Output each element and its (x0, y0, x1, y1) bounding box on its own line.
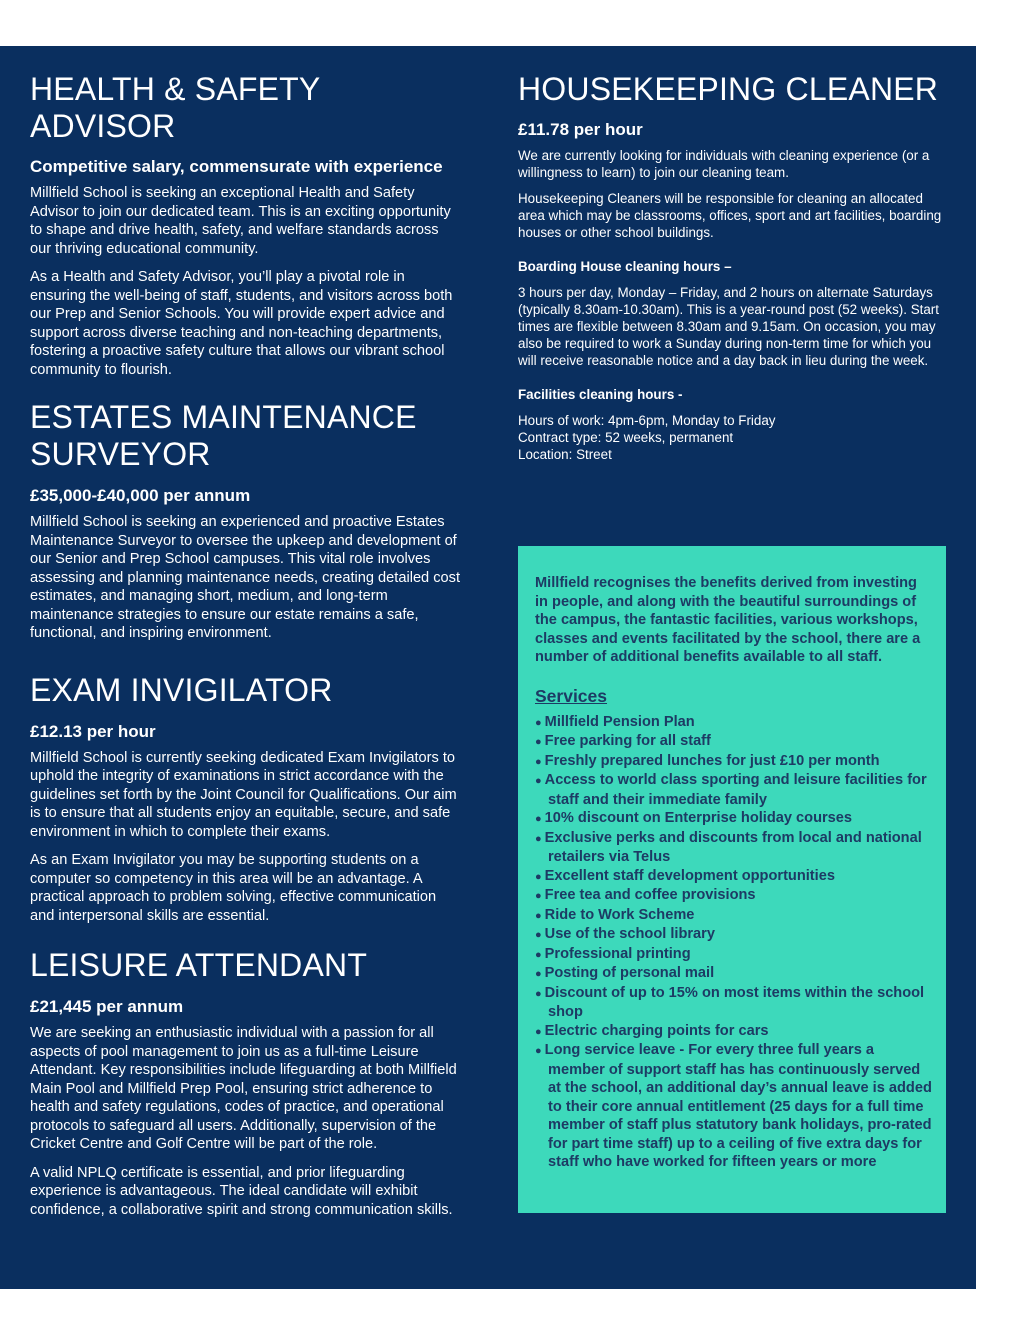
job-description: Housekeeping Cleaners will be responsible for cleaning an allocated area which may be classrooms, offices, sport and art facilities, boarding houses or other school buildings. (518, 191, 942, 240)
service-item: ● Free parking for all staff (535, 732, 932, 752)
job-description: We are currently looking for individuals with cleaning experience (or a willingness to learn) to join our cleaning team. (518, 148, 930, 180)
job-salary: £12.13 per hour (30, 721, 156, 741)
job-housekeeping-cleaner (518, 71, 948, 463)
job-title: ESTATES MAINTENANCE SURVEYOR (30, 399, 417, 472)
service-item: ● Free tea and coffee provisions (535, 886, 932, 906)
services-list (535, 713, 932, 1172)
right-column (518, 46, 948, 463)
service-item: ● Posting of personal mail (535, 964, 932, 984)
service-item: ● Freshly prepared lunches for just £10 per month (535, 752, 932, 772)
facilities-detail-line: Hours of work: 4pm-6pm, Monday to Friday (518, 413, 776, 428)
facilities-detail-line: Location: Street (518, 447, 612, 462)
service-item: ● Use of the school library (535, 925, 932, 945)
service-item: ● Electric charging points for cars (535, 1022, 932, 1042)
service-item: ● Ride to Work Scheme (535, 906, 932, 926)
job-description: Millfield School is seeking an experienced and proactive Estates Maintenance Surveyor to oversee the upkeep and development of our Senior and Prep School campuses. This vital role involves assessing and planning maintenance needs, creating detailed cost estimates, and managing short, medium, and long-term maintenance strategies to ensure our estate remains a safe, functional, and inspiring environment. (30, 514, 460, 641)
job-title: HOUSEKEEPING CLEANER (518, 71, 939, 107)
job-description: As a Health and Safety Advisor, you’ll play a pivotal role in ensuring the well-being of staff, students, and visitors across both our Prep and Senior Schools. You will provide expert advice and support across diverse teaching and non-teaching departments, fostering a proactive safety culture that allows our vibrant school community to flourish. (30, 269, 453, 378)
facilities-details (518, 412, 948, 463)
job-salary: £21,445 per annum (30, 997, 184, 1016)
boarding-hours-text: 3 hours per day, Monday – Friday, and 2 hours on alternate Saturdays (typically 8.30am-10.30am). This is a year-round post (52 weeks). Start times are flexible between 8.30am and 9.15am. On occasion, you may also be required to work a Sunday during non-term time for which you will receive reasonable notice and a day back in lieu during the week. (518, 285, 939, 368)
job-description: Millfield School is currently seeking dedicated Exam Invigilators to uphold the integrity of examinations in strict accordance with the guidelines set forth by the Joint Council for Qualifications. Our aim is to ensure that all students enjoy an equitable, secure, and safe environment in which to complete their exams. (30, 749, 457, 840)
job-title: EXAM INVIGILATOR (30, 671, 333, 708)
job-title: HEALTH & SAFETY ADVISOR (30, 71, 320, 144)
service-item: ● Excellent staff development opportunities (535, 867, 932, 887)
job-description: A valid NPLQ certificate is essential, and prior lifeguarding experience is advantageous. The ideal candidate will exhibit confidence, a collaborative spirit and strong communication skills. (30, 1164, 453, 1218)
service-item: ● 10% discount on Enterprise holiday courses (535, 809, 932, 829)
service-item: ● Exclusive perks and discounts from local and national retailers via Telus (535, 829, 932, 867)
job-leisure-attendant (30, 947, 460, 1219)
job-health-safety (30, 71, 460, 379)
service-item: ● Professional printing (535, 945, 932, 965)
services-heading: Services (535, 685, 608, 706)
job-description: Millfield School is seeking an exceptional Health and Safety Advisor to join our dedicated team. This is an exciting opportunity to shape and drive health, safety, and welfare standards across our thriving educational community. (30, 185, 451, 257)
benefits-intro: Millfield recognises the benefits derived from investing in people, and along with the beautiful surroundings of the campus, the fantastic facilities, various workshops, classes and events facilitated by the school, there are a number of additional benefits available to all staff. (535, 575, 921, 665)
service-item: ● Access to world class sporting and leisure facilities for staff and their immediate family (535, 771, 932, 809)
facilities-detail-line: Contract type: 52 weeks, permanent (518, 430, 734, 445)
job-estates-surveyor (30, 399, 460, 643)
service-item: ● Discount of up to 15% on most items within the school shop (535, 984, 932, 1022)
facilities-hours-heading: Facilities cleaning hours - (518, 387, 683, 402)
job-salary: Competitive salary, commensurate with experience (30, 157, 443, 176)
staff-benefits-box (518, 546, 946, 1213)
job-description: We are seeking an enthusiastic individual with a passion for all aspects of pool management to join us as a full-time Leisure Attendant. Key responsibilities include lifeguarding at both Millfield Main Pool and Millfield Prep Pool, ensuring strict adherence to health and safety regulations, codes of practice, and operational protocols to safeguard all users. Additionally, supervision of the Cricket Centre and Golf Centre will be part of the role. (30, 1025, 457, 1152)
boarding-hours-heading: Boarding House cleaning hours – (518, 259, 732, 274)
left-column (30, 46, 460, 1219)
job-description: As an Exam Invigilator you may be supporting students on a computer so competency in this area will be an advantage. A practical approach to problem solving, effective communication and interpersonal skills are essential. (30, 852, 437, 924)
service-item: ● Millfield Pension Plan (535, 713, 932, 733)
job-salary: £11.78 per hour (518, 120, 643, 139)
job-salary: £35,000-£40,000 per annum (30, 486, 251, 505)
job-title: LEISURE ATTENDANT (30, 947, 368, 983)
service-item: ● Long service leave - For every three full years a member of support staff has has continuously served at the school, an additional day’s annual leave is added to their core annual entitlement (25 days for a full time member of staff plus statutory bank holidays, pro-rated for part time staff) up to a ceiling of five extra days for staff who have worked for fifteen years or more (535, 1041, 932, 1172)
job-exam-invigilator (30, 672, 460, 926)
